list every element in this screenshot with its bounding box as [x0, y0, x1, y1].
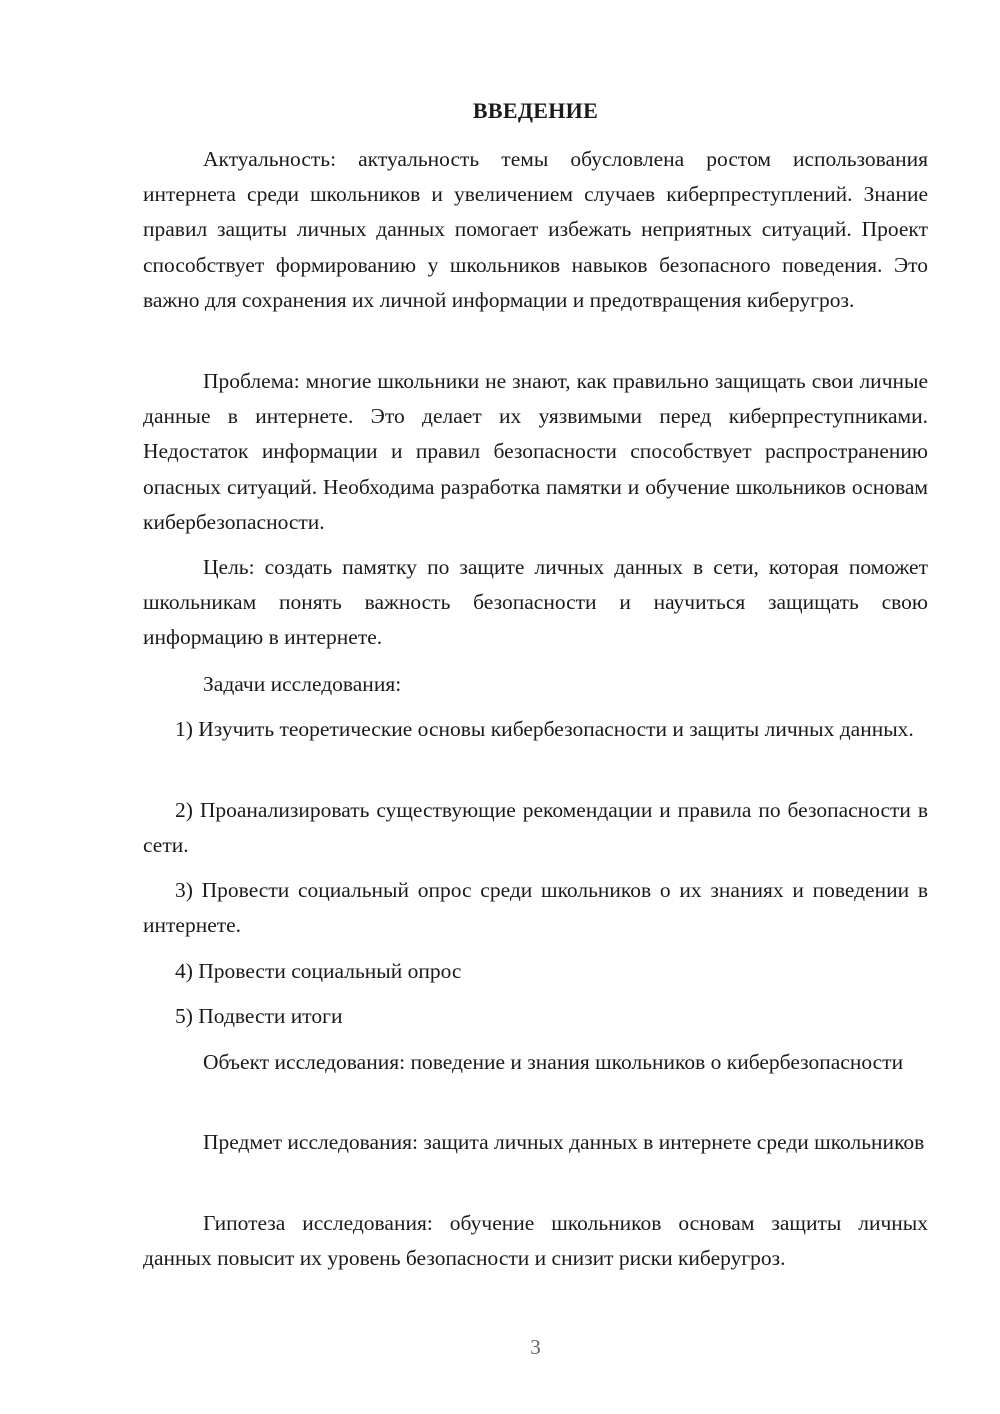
paragraph-problem: Проблема: многие школьники не знают, как правильно защищать свои личные данные в интернете. Это делает их уязвимыми перед киберпреступниками. Недостаток информации и правил безопасности способствует распространению опасных ситуаций. Необходима разработка памятки и обучение школьников основам кибербезопасности.	[143, 369, 928, 534]
paragraph-subject: Предмет исследования: защита личных данных в интернете среди школьников	[203, 1130, 925, 1154]
task-item-4: 4) Провести социальный опрос	[175, 959, 462, 983]
paragraph-hypothesis: Гипотеза исследования: обучение школьников основам защиты личных данных повысит их уровень безопасности и снизит риски киберугроз.	[143, 1211, 928, 1271]
task-item-2: 2) Проанализировать существующие рекомендации и правила по безопасности в сети.	[143, 798, 928, 858]
task-item-1: 1) Изучить теоретические основы кибербезопасности и защиты личных данных.	[175, 717, 914, 741]
tasks-heading: Задачи исследования:	[203, 672, 402, 696]
document-page	[143, 0, 928, 1414]
task-item-5: 5) Подвести итоги	[175, 1004, 343, 1028]
section-title: ВВЕДЕНИЕ	[472, 98, 599, 123]
task-item-3: 3) Провести социальный опрос среди школьников о их знаниях и поведении в интернете.	[143, 878, 928, 938]
paragraph-relevance: Актуальность: актуальность темы обусловлена ростом использования интернета среди школьников и увеличением случаев киберпреступлений. Знание правил защиты личных данных помогает избежать неприятных ситуаций. Проект способствует формированию у школьников навыков безопасного поведения. Это важно для сохранения их личной информации и предотвращения киберугроз.	[143, 147, 928, 312]
page-number: 3	[530, 1335, 541, 1359]
paragraph-goal: Цель: создать памятку по защите личных данных в сети, которая поможет школьникам понять важность безопасности и научиться защищать свою информацию в интернете.	[143, 555, 928, 650]
paragraph-object: Объект исследования: поведение и знания школьников о кибербезопасности	[203, 1050, 904, 1074]
